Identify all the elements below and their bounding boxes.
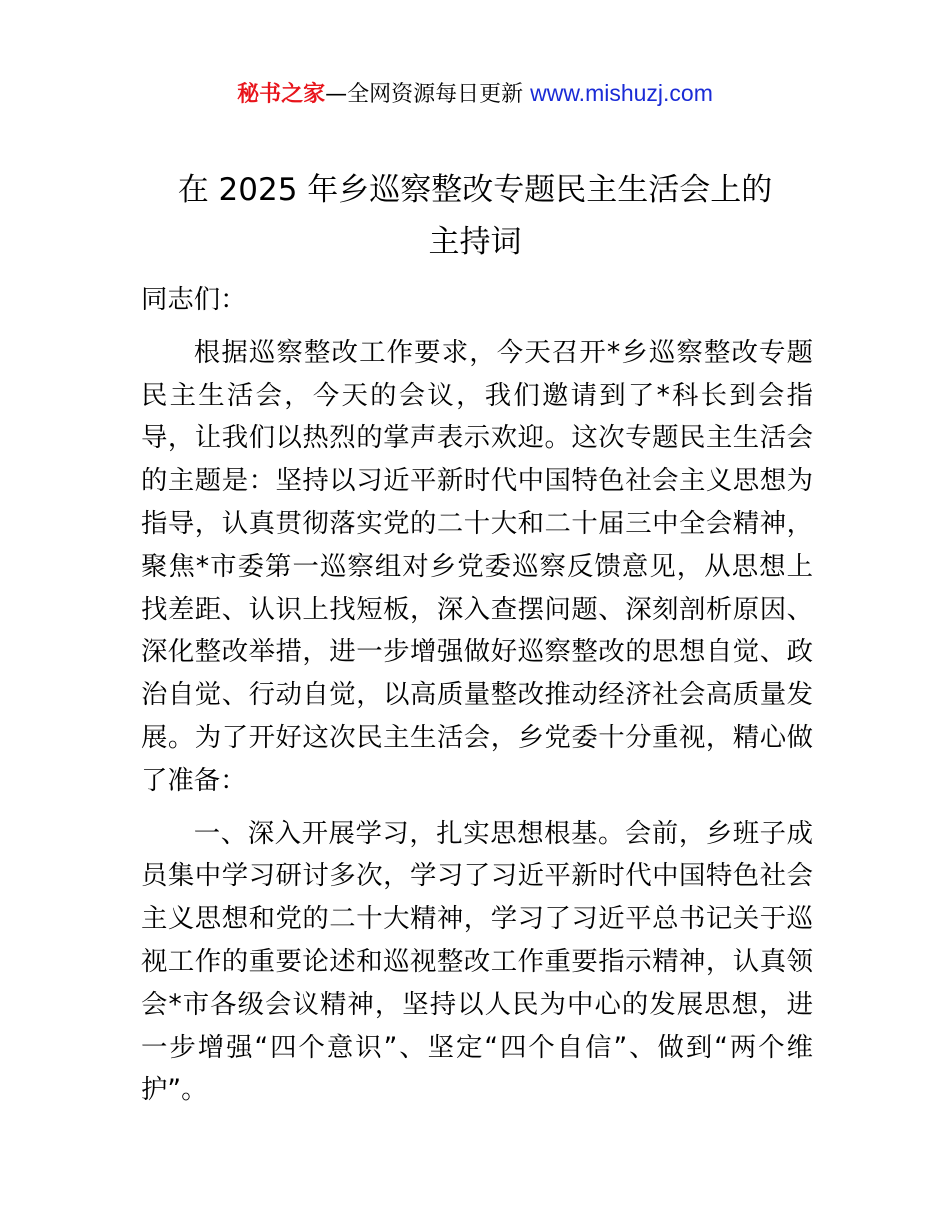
paragraph-2: 一、深入开展学习，扎实思想根基。会前，乡班子成员集中学习研讨多次，学习了习近平新时代中国特色社会主义思想和党的二十大精神，学习了习近平总书记关于巡视工作的重要论述和巡视整改工作重要指示精神，认真领会*市各级会议精神，坚持以人民为中心的发展思想，进一步增强“四个意识”、坚定“四个自信”、做到“两个维护”。 [141, 817, 813, 1106]
title-line-1: 在 2025 年乡巡察整改专题民主生活会上的 [177, 172, 773, 208]
site-url-link[interactable]: www.mishuzj.com [530, 80, 713, 106]
site-brand: 秘书之家 [237, 82, 326, 107]
salutation: 同志们： [141, 284, 247, 315]
site-header [0, 78, 950, 110]
document-body [141, 279, 813, 1112]
site-tagline: —全网资源每日更新 [325, 82, 531, 107]
title-line-2: 主持词 [428, 224, 522, 260]
document-title [0, 164, 950, 268]
paragraph-1: 根据巡察整改工作要求，今天召开*乡巡察整改专题民主生活会，今天的会议，我们邀请到了*科长到会指导，让我们以热烈的掌声表示欢迎。这次专题民主生活会的主题是：坚持以习近平新时代中国特色社会主义思想为指导，认真贯彻落实党的二十大和二十届三中全会精神，聚焦*市委第一巡察组对乡党委巡察反馈意见，从思想上找差距、认识上找短板，深入查摆问题、深刻剖析原因、深化整改举措，进一步增强做好巡察整改的思想自觉、政治自觉、行动自觉，以高质量整改推动经济社会高质量发展。为了开好这次民主生活会，乡党委十分重视，精心做了准备： [141, 336, 813, 796]
